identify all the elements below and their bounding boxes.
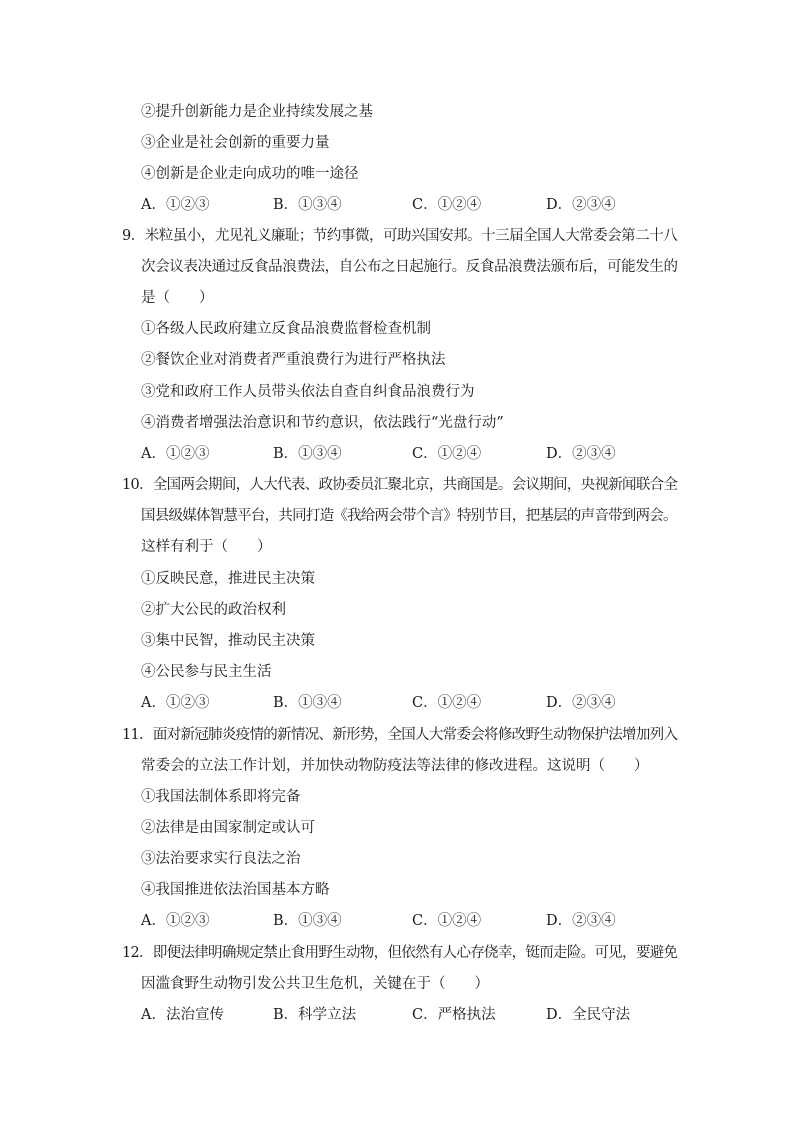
q11-statement-3: ③法治要求实行良法之治 xyxy=(141,851,301,867)
q12-option-c: C．严格执法 xyxy=(412,1007,496,1023)
q9-option-b: B．①③④ xyxy=(273,446,342,462)
q8-option-d: D．②③④ xyxy=(546,197,616,213)
q12-option-d: D．全民守法 xyxy=(546,1007,631,1023)
q9-stem-line-1: 9．米粒虽小，尤见礼义廉耻；节约事微，可助兴国安邦。十三届全国人大常委会第二十八 xyxy=(122,228,678,244)
q8-option-a: A．①②③ xyxy=(141,197,210,213)
q11-stem-line-1: 11．面对新冠肺炎疫情的新情况、新形势，全国人大常委会将修改野生动物保护法增加列入 xyxy=(122,727,678,743)
q10-option-a: A．①②③ xyxy=(141,695,210,711)
q10-stem-line-1: 10．全国两会期间，人大代表、政协委员汇聚北京，共商国是。会议期间，央视新闻联合全 xyxy=(122,477,678,493)
q10-statement-2: ②扩大公民的政治权利 xyxy=(141,602,286,618)
q9-option-a: A．①②③ xyxy=(141,446,210,462)
q9-statement-4: ④消费者增强法治意识和节约意识，依法践行“光盘行动” xyxy=(141,415,504,431)
q11-statement-4: ④我国推进依法治国基本方略 xyxy=(141,882,330,898)
q9-statement-1: ①各级人民政府建立反食品浪费监督检查机制 xyxy=(141,321,431,337)
q10-option-d: D．②③④ xyxy=(546,695,616,711)
q8-statement-4: ④创新是企业走向成功的唯一途径 xyxy=(141,166,359,182)
q8-statement-2: ②提升创新能力是企业持续发展之基 xyxy=(141,104,373,120)
q9-statement-3: ③党和政府工作人员带头依法自查自纠食品浪费行为 xyxy=(141,384,475,400)
q12-option-a: A．法治宣传 xyxy=(141,1007,224,1023)
q11-option-d: D．②③④ xyxy=(546,913,616,929)
q12-stem-line-2: 因滥食野生动物引发公共卫生危机，关键在于（ ） xyxy=(141,976,489,992)
q8-statement-3: ③企业是社会创新的重要力量 xyxy=(141,135,330,151)
q11-option-b: B．①③④ xyxy=(273,913,342,929)
q9-statement-2: ②餐饮企业对消费者严重浪费行为进行严格执法 xyxy=(141,352,446,368)
q11-statement-1: ①我国法制体系即将完备 xyxy=(141,789,301,805)
q11-option-a: A．①②③ xyxy=(141,913,210,929)
q11-option-c: C．①②④ xyxy=(412,913,482,929)
q8-option-c: C．①②④ xyxy=(412,197,482,213)
q10-statement-3: ③集中民智，推动民主决策 xyxy=(141,633,315,649)
q10-statement-1: ①反映民意，推进民主决策 xyxy=(141,571,315,587)
q9-option-d: D．②③④ xyxy=(546,446,616,462)
q9-option-c: C．①②④ xyxy=(412,446,482,462)
q9-stem-line-3: 是（ ） xyxy=(141,290,214,306)
q11-stem-line-2: 常委会的立法工作计划，并加快动物防疫法等法律的修改进程。这说明（ ） xyxy=(141,758,649,774)
q12-option-b: B．科学立法 xyxy=(273,1007,357,1023)
q10-stem-line-2: 国县级媒体智慧平台，共同打造《我给两会带个言》特别节目，把基层的声音带到两会。 xyxy=(141,508,677,524)
q10-option-b: B．①③④ xyxy=(273,695,342,711)
q10-stem-line-3: 这样有利于（ ） xyxy=(141,539,272,555)
q12-stem-line-1: 12．即便法律明确规定禁止食用野生动物，但依然有人心存侥幸，铤而走险。可见，要避免 xyxy=(122,945,678,961)
q10-statement-4: ④公民参与民主生活 xyxy=(141,664,272,680)
q8-option-b: B．①③④ xyxy=(273,197,342,213)
q10-option-c: C．①②④ xyxy=(412,695,482,711)
q9-stem-line-2: 次会议表决通过反食品浪费法，自公布之日起施行。反食品浪费法颁布后，可能发生的 xyxy=(141,259,678,275)
q11-statement-2: ②法律是由国家制定或认可 xyxy=(141,820,315,836)
